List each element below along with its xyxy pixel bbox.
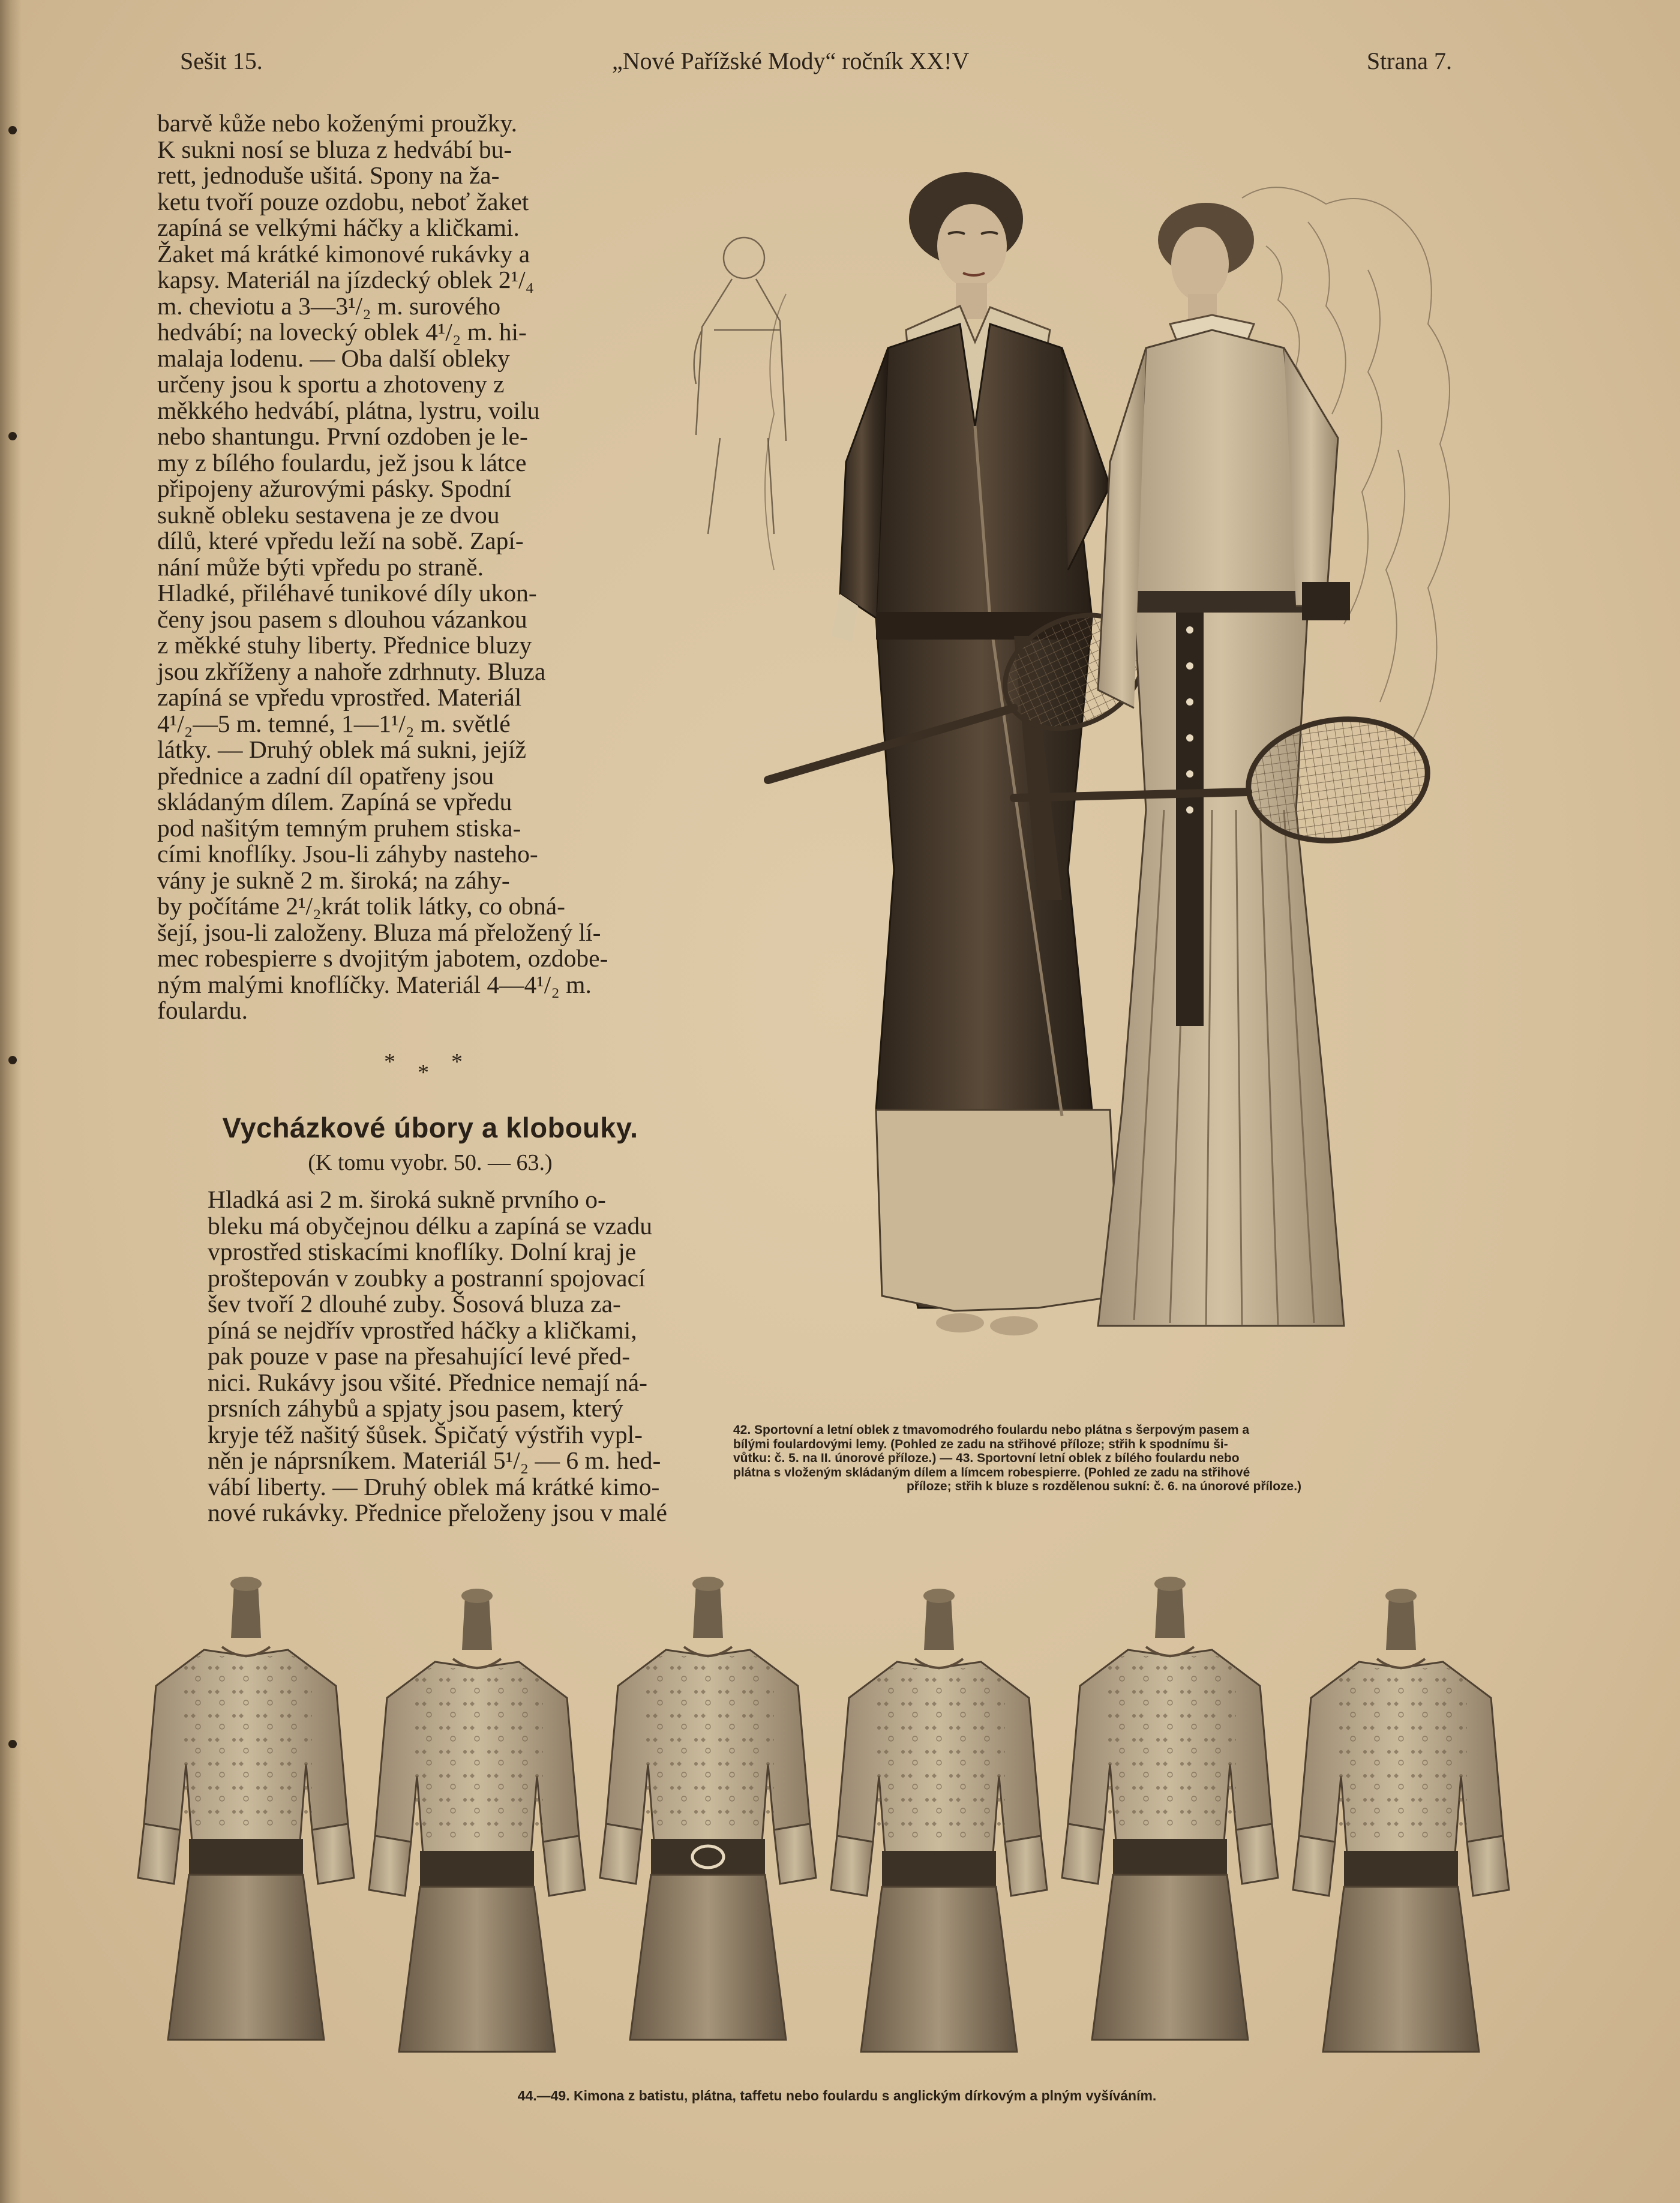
text-line: malaja lodenu. — Oba další obleky xyxy=(157,344,510,372)
text-line: nání může býti vpředu po straně. xyxy=(157,553,484,581)
text-line: prsních záhybů a spjaty jsou pasem, který xyxy=(208,1394,623,1422)
text-line: pod našitým temným pruhem stiska- xyxy=(157,814,521,842)
text-line: čeny jsou pasem s dlouhou vázankou xyxy=(157,605,527,633)
text-column-top xyxy=(157,110,703,1024)
section-ornament: * * * xyxy=(384,1049,463,1085)
text-line: kapsy. Materiál na jízdecký oblek 2¹/₄ xyxy=(157,266,535,293)
caption-line: vůtku: č. 5. na II. únorové příloze.) — 43. Sportovní letní oblek z bílého foulardu nebo xyxy=(733,1451,1240,1465)
text-line: zapíná se velkými háčky a kličkami. xyxy=(157,214,520,241)
kimono-blouse-44 xyxy=(138,1577,354,2040)
text-line: zapíná se vpředu vprostřed. Materiál xyxy=(157,683,522,711)
section-figure-reference: (K tomu vyobr. 50. — 63.) xyxy=(308,1150,553,1175)
kimono-blouse-49 xyxy=(1293,1589,1509,2052)
text-line: ným malými knoflíčky. Materiál 4—4¹/₂ m. xyxy=(157,970,592,998)
text-line: jsou zkříženy a nahoře zdrhnuty. Bluza xyxy=(157,657,546,685)
text-line: Hladké, přiléhavé tunikové díly ukon- xyxy=(157,579,537,607)
caption-line: příloze; střih k bluze s rozdělenou sukní: č. 6. na únorové příloze.) xyxy=(906,1479,1302,1493)
text-line: určeny jsou k sportu a zhotoveny z xyxy=(157,370,505,398)
text-line: nové rukávky. Přednice přeloženy jsou v malé xyxy=(208,1499,667,1526)
kimono-blouse-45 xyxy=(369,1589,585,2052)
text-line: cími knoflíky. Jsou-li záhyby nasteho- xyxy=(157,840,538,868)
text-line: něn je náprsníkem. Materiál 5¹/₂ — 6 m. hed- xyxy=(208,1446,661,1474)
kimono-blouses-illustration xyxy=(126,1566,1548,2064)
text-line: pak pouze v pase na přesahující levé před- xyxy=(208,1342,631,1370)
caption-line: plátna s vloženým skládaným dílem a límcem robespierre. (Pohled ze zadu na střihové xyxy=(733,1465,1250,1479)
text-line: přednice a zadní díl opatřeny jsou xyxy=(157,761,494,790)
text-line: sukně obleku sestavena je ze dvou xyxy=(157,500,500,529)
text-line: šev tvoří 2 dlouhé zuby. Šosová bluza za- xyxy=(208,1290,621,1317)
text-line: Žaket má krátké kimonové rukávky a xyxy=(157,239,530,268)
tennis-dresses-illustration xyxy=(678,150,1494,1410)
text-line: 4¹/₂—5 m. temné, 1—1¹/₂ m. světlé xyxy=(157,709,511,737)
text-line: m. cheviotu a 3—3¹/₂ m. surového xyxy=(157,292,501,320)
dark-dress-figure xyxy=(831,172,1119,1335)
text-line: ketu tvoří pouze ozdobu, neboť žaket xyxy=(157,187,529,215)
text-line: my z bílého foulardu, jež jsou k látce xyxy=(157,448,527,476)
magazine-title: „Nové Pařížské Mody“ ročník XX!V xyxy=(612,47,970,74)
caption-line: bílými foulardovými lemy. (Pohled ze zadu na střihové příloze; střih k spodnímu ši- xyxy=(733,1437,1228,1451)
kimono-blouse-46 xyxy=(600,1577,816,2040)
text-line: proštepován v zoubky a postranní spojovací xyxy=(208,1263,646,1292)
text-line: skládaným dílem. Zapíná se vpředu xyxy=(157,788,512,815)
text-line: nici. Rukávy jsou všité. Přednice nemají ná- xyxy=(208,1368,647,1396)
page-number: Strana 7. xyxy=(1366,47,1452,74)
text-line: mec robespierre s dvojitým jabotem, ozdobe- xyxy=(157,944,608,972)
text-line: foulardu. xyxy=(157,997,248,1024)
text-line: píná se nejdřív vprostřed háčky a kličkami, xyxy=(208,1316,637,1344)
tennis-figure-caption xyxy=(733,1423,1475,1494)
running-header xyxy=(180,43,1452,79)
text-line: z měkké stuhy liberty. Přednice bluzy xyxy=(157,631,532,659)
issue-number: Sešit 15. xyxy=(180,47,263,74)
text-line: bleku má obyčejnou délku a zapíná se vzadu xyxy=(208,1211,652,1239)
binding-edge xyxy=(0,0,22,2203)
text-line: měkkého hedvábí, plátna, lystru, voilu xyxy=(157,396,540,424)
kimono-blouse-48 xyxy=(1062,1577,1278,2040)
text-line: rett, jednoduše ušitá. Spony na ža- xyxy=(157,161,500,189)
kimono-blouse-47 xyxy=(831,1589,1047,2052)
text-line: látky. — Druhý oblek má sukni, jejíž xyxy=(157,736,527,763)
text-line: vábí liberty. — Druhý oblek má krátké kimo- xyxy=(208,1472,660,1500)
caption-line: 42. Sportovní a letní oblek z tmavomodrého foulardu nebo plátna s šerpovým pasem a xyxy=(733,1423,1250,1437)
background-figure-sketch xyxy=(694,238,786,534)
text-line: hedvábí; na lovecký oblek 4¹/₂ m. hi- xyxy=(157,318,527,346)
text-line: barvě kůže nebo koženými proužky. xyxy=(157,109,517,137)
kimono-figure-caption: 44.—49. Kimona z batistu, plátna, taffetu nebo foulardu s anglickým dírkovým a plným vyšíváním. xyxy=(517,2088,1157,2103)
text-line: kryje též našitý šůsek. Špičatý výstřih vypl- xyxy=(208,1420,643,1448)
text-line: vprostřed stiskacími knoflíky. Dolní kraj je xyxy=(208,1238,637,1265)
text-line: připojeny ažurovými pásky. Spodní xyxy=(157,475,511,502)
text-line: vány je sukně 2 m. široká; na záhy- xyxy=(157,866,510,894)
section-heading: Vycházkové úbory a klobouky. xyxy=(222,1112,638,1143)
text-column-bottom xyxy=(157,1187,703,1526)
text-line: by počítáme 2¹/₂krát tolik látky, co obná- xyxy=(157,892,565,920)
text-line: šejí, jsou-li založeny. Bluza má přeložený lí- xyxy=(157,918,601,946)
text-line: K sukni nosí se bluza z hedvábí bu- xyxy=(157,135,512,163)
text-line: dílů, které vpředu leží na sobě. Zapí- xyxy=(157,527,524,554)
text-line: Hladká asi 2 m. široká sukně prvního o- xyxy=(208,1185,606,1213)
text-line: nebo shantungu. První ozdoben je le- xyxy=(157,422,528,450)
